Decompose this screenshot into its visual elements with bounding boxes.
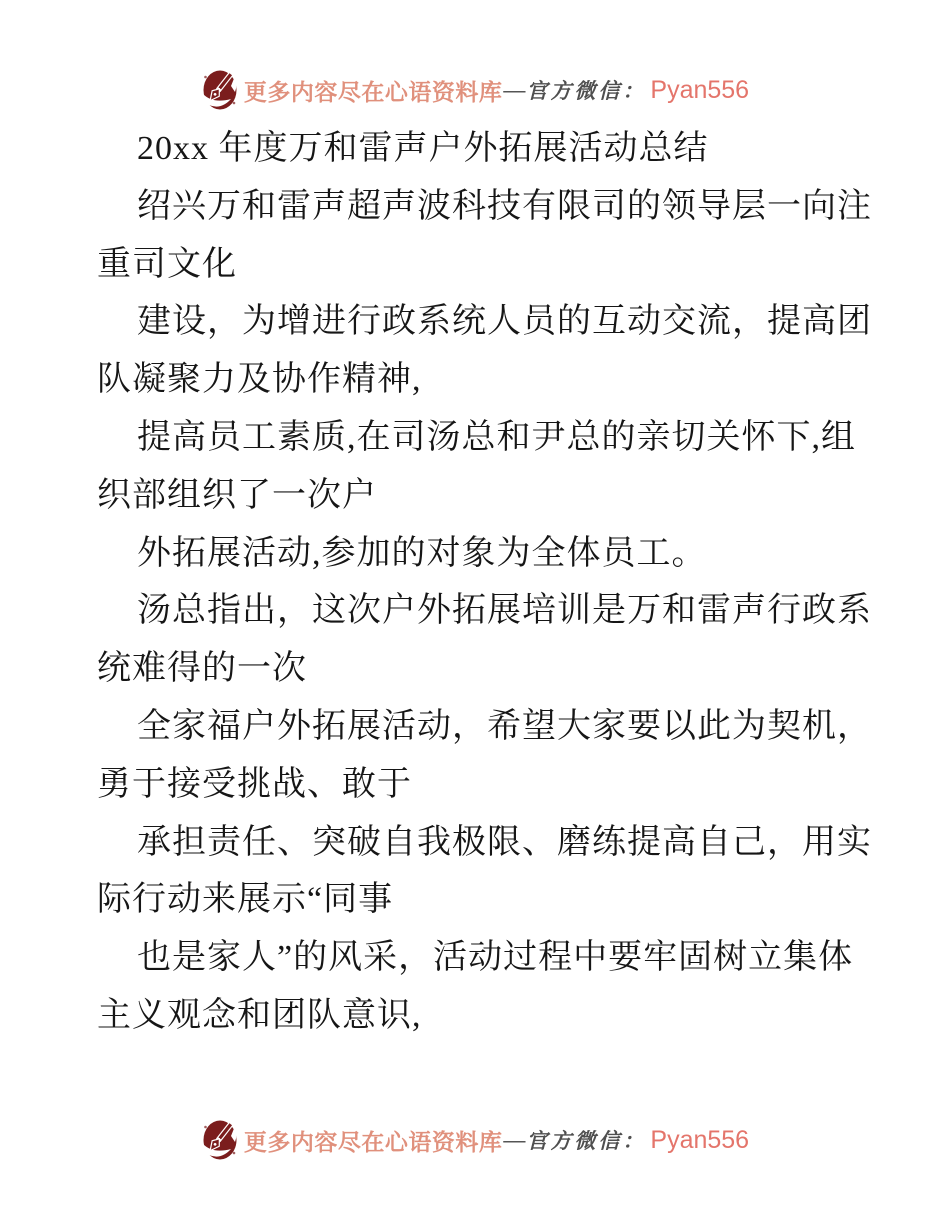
pen-circle-logo-icon: [201, 1118, 239, 1162]
text-line: 主义观念和团队意识,: [97, 996, 422, 1034]
text-line: 20xx 年度万和雷声户外拓展活动总结: [137, 130, 709, 167]
header-banner: [0, 66, 950, 114]
text-line: 全家福户外拓展活动，希望大家要以此为契机，: [137, 707, 872, 745]
brand-text: 更多内容尽在心语资料库: [243, 79, 503, 105]
em-dash: —: [503, 77, 526, 102]
text-line: 也是家人”的风采，活动过程中要牢固树立集体: [137, 939, 854, 977]
wechat-label: 官方微信：: [526, 1129, 647, 1153]
text-line: 统难得的一次: [97, 650, 307, 688]
em-dash: —: [503, 1127, 526, 1152]
text-line: 承担责任、突破自我极限、磨练提高自己，用实: [137, 823, 872, 861]
text-line: 勇于接受挑战、敢于: [97, 765, 412, 803]
brand-text: 更多内容尽在心语资料库: [243, 1129, 503, 1155]
footer-banner: [0, 1116, 950, 1164]
wechat-label: 官方微信：: [526, 79, 647, 103]
text-line: 重司文化: [97, 245, 237, 283]
wechat-id: Pyan556: [650, 75, 750, 104]
text-line: 外拓展活动,参加的对象为全体员工。: [137, 534, 707, 572]
text-line: 绍兴万和雷声超声波科技有限司的领导层一向注: [137, 187, 872, 225]
text-line: 汤总指出，这次户外拓展培训是万和雷声行政系: [137, 592, 872, 630]
text-line: 织部组织了一次户: [97, 476, 377, 514]
wechat-id: Pyan556: [650, 1125, 750, 1154]
pen-circle-logo-icon: [201, 68, 239, 112]
text-line: 建设，为增进行政系统人员的互动交流，提高团: [137, 303, 872, 341]
text-line: 队凝聚力及协作精神,: [97, 361, 422, 399]
text-line: 提高员工素质,在司汤总和尹总的亲切关怀下,组: [137, 418, 856, 456]
text-line: 际行动来展示“同事: [97, 881, 394, 919]
document-body: [97, 120, 887, 1045]
